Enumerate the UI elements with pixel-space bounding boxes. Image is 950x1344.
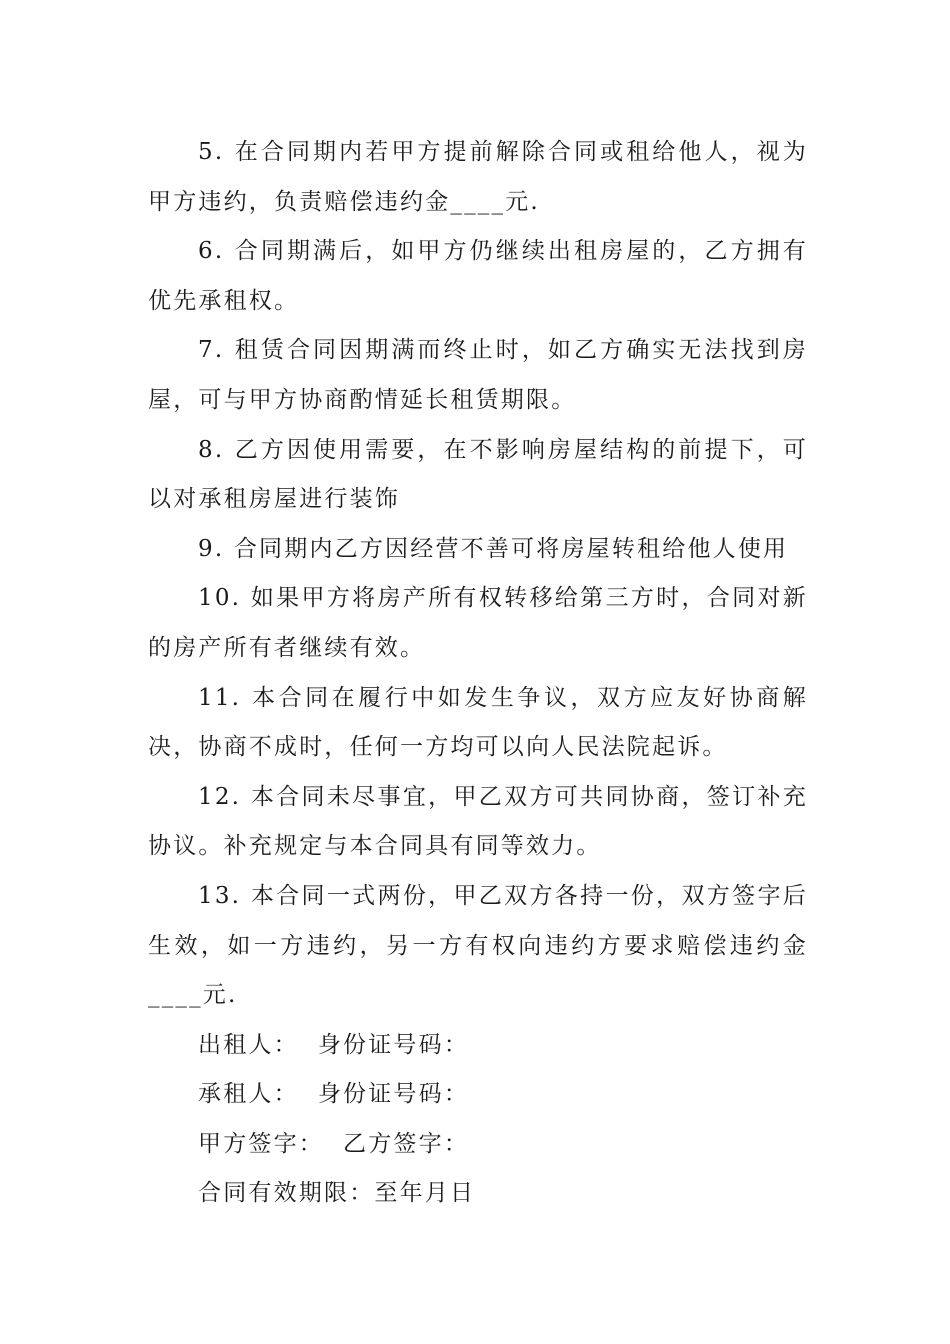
clause-8: 8. 乙方因使用需要，在不影响房屋结构的前提下，可以对承租房屋进行装饰 [148,436,808,513]
validity-line: 合同有效期限：至年月日 [198,1180,476,1207]
clause-9: 9. 合同期内乙方因经营不善可将房屋转租给他人使用 [198,535,789,562]
contract-body [148,128,808,1219]
clause-7: 7. 租赁合同因期满而终止时，如乙方确实无法找到房屋，可与甲方协商酌情延长租赁期限。 [148,337,808,413]
clause-6: 6. 合同期满后，如甲方仍继续出租房屋的，乙方拥有优先承租权。 [148,238,808,314]
lessor-line: 出租人： 身份证号码： [198,1031,470,1058]
lessee-line: 承租人： 身份证号码： [198,1081,470,1108]
clause-13: 13. 本合同一式两份，甲乙双方各持一份，双方签字后生效，如一方违约，另一方有权向违约方要求赔偿违约金____元. [148,882,808,1009]
clause-11: 11. 本合同在履行中如发生争议，双方应友好协商解决，协商不成时，任何一方均可以向人民法院起诉。 [148,684,808,761]
clause-5: 5. 在合同期内若甲方提前解除合同或租给他人，视为甲方违约，负责赔偿违约金____元. [148,139,808,215]
clause-10: 10. 如果甲方将房产所有权转移给第三方时，合同对新的房产所有者继续有效。 [148,585,808,661]
clause-12: 12. 本合同未尽事宜，甲乙双方可共同协商，签订补充协议。补充规定与本合同具有同等效力。 [148,783,808,860]
party-signature-line: 甲方签字： 乙方签字： [198,1130,470,1157]
